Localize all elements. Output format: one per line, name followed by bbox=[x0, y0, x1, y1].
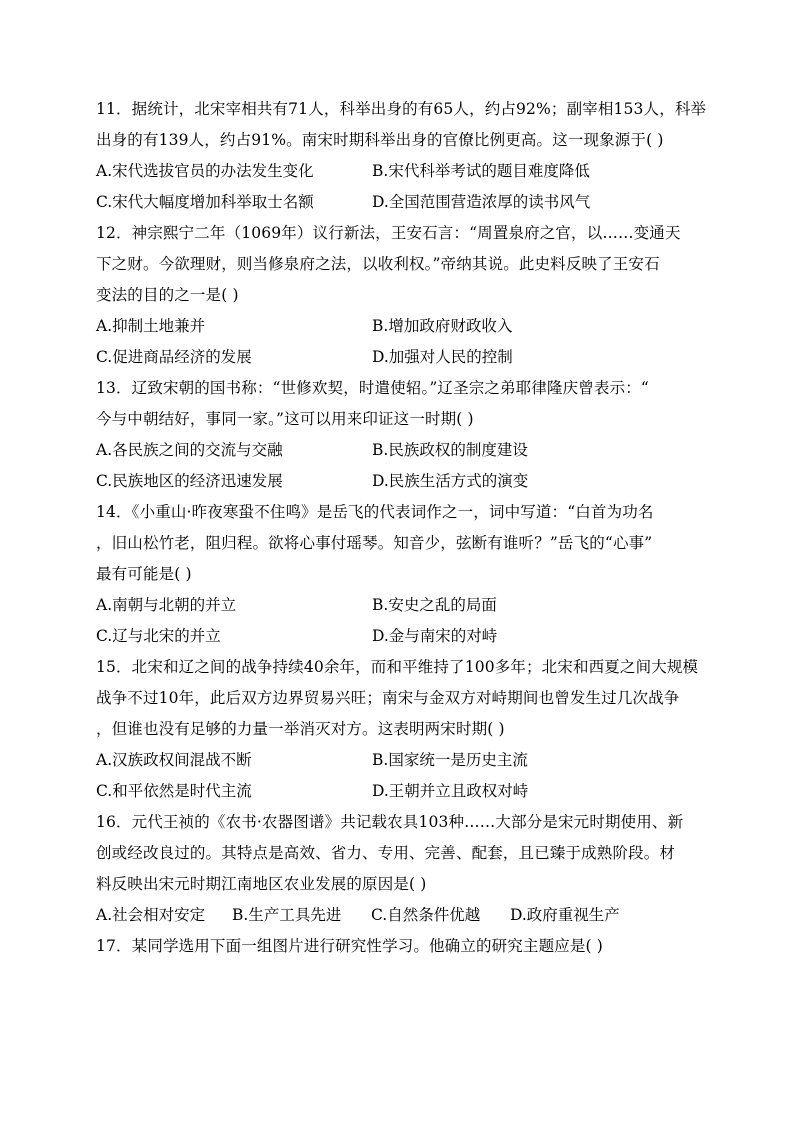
option-b[interactable]: B.国家统一是历史主流 bbox=[372, 751, 528, 769]
question-17 bbox=[96, 931, 700, 962]
option-c[interactable]: C.自然条件优越 bbox=[371, 906, 481, 924]
exam-page bbox=[96, 94, 707, 962]
option-c[interactable]: C.宋代大幅度增加科举取士名额 bbox=[96, 193, 314, 211]
question-stem-line: 今与中朝结好，事同一家。”这可以用来印证这一时期( ) bbox=[96, 410, 474, 428]
option-b[interactable]: B.民族政权的制度建设 bbox=[372, 441, 528, 459]
question-stem-line: 16．元代王祯的《农书·农器图谱》共记载农具103种……大部分是宋元时期使用、新 bbox=[96, 813, 684, 831]
option-b[interactable]: B.安史之乱的局面 bbox=[372, 596, 497, 614]
option-a[interactable]: A.汉族政权间混战不断 bbox=[96, 751, 252, 769]
question-stem-line: 12．神宗熙宁二年（1069年）议行新法，王安石言：“周置泉府之官，以……变通天 bbox=[96, 224, 681, 242]
option-b[interactable]: B.增加政府财政收入 bbox=[372, 317, 513, 335]
question-stem-line: 料反映出宋元时期江南地区农业发展的原因是( ) bbox=[96, 875, 427, 893]
option-c[interactable]: C.民族地区的经济迅速发展 bbox=[96, 472, 283, 490]
options-row bbox=[96, 311, 700, 342]
question-stem-line: 下之财。今欲理财，则当修泉府之法，以收利权。”帝纳其说。此史料反映了王安石 bbox=[96, 255, 660, 273]
question-11 bbox=[96, 94, 707, 218]
option-c[interactable]: C.辽与北宋的并立 bbox=[96, 627, 221, 645]
options-row bbox=[96, 900, 700, 931]
option-d[interactable]: D.王朝并立且政权对峙 bbox=[372, 782, 529, 800]
question-16 bbox=[96, 807, 700, 931]
option-c[interactable]: C.和平依然是时代主流 bbox=[96, 782, 252, 800]
option-a[interactable]: A.南朝与北朝的并立 bbox=[96, 596, 237, 614]
question-stem-line: 变法的目的之一是( ) bbox=[96, 286, 239, 304]
question-stem-line: 14．《小重山·昨夜寒蛩不住鸣》是岳飞的代表词作之一，词中写道：“白首为功名 bbox=[96, 503, 654, 521]
question-stem-line: 战争不过10年，此后双方边界贸易兴旺；南宋与金双方对峙期间也曾发生过几次战争 bbox=[96, 689, 680, 707]
options-row bbox=[96, 590, 700, 621]
option-d[interactable]: D.政府重视生产 bbox=[510, 906, 620, 924]
option-a[interactable]: A.宋代选拔官员的办法发生变化 bbox=[96, 162, 314, 180]
options-row bbox=[96, 342, 700, 373]
options-row bbox=[96, 466, 700, 497]
option-b[interactable]: B.生产工具先进 bbox=[232, 906, 342, 924]
question-stem-line: 15．北宋和辽之间的战争持续40余年，而和平维持了100多年；北宋和西夏之间大规模 bbox=[96, 658, 699, 676]
question-14 bbox=[96, 497, 700, 652]
option-a[interactable]: A.各民族之间的交流与交融 bbox=[96, 441, 283, 459]
question-stem-line: ，旧山松竹老，阻归程。欲将心事付瑶琴。知音少，弦断有谁听？”岳飞的“心事” bbox=[96, 534, 653, 552]
options-row bbox=[96, 187, 700, 218]
options-row bbox=[96, 156, 700, 187]
option-d[interactable]: D.民族生活方式的演变 bbox=[372, 472, 529, 490]
question-stem-line: 11．据统计，北宋宰相共有71人，科举出身的有65人，约占92%；副宰相153人，科举 bbox=[96, 100, 707, 118]
option-d[interactable]: D.全国范围营造浓厚的读书风气 bbox=[372, 193, 591, 211]
question-stem-line: ，但谁也没有足够的力量一举消灭对方。这表明两宋时期( ) bbox=[96, 720, 505, 738]
options-row bbox=[96, 435, 700, 466]
option-c[interactable]: C.促进商品经济的发展 bbox=[96, 348, 252, 366]
question-stem-line: 13．辽致宋朝的国书称：“世修欢契，时遣使轺。”辽圣宗之弟耶律隆庆曾表示：“ bbox=[96, 379, 649, 397]
question-stem-line: 创或经改良过的。其特点是高效、省力、专用、完善、配套，且已臻于成熟阶段。材 bbox=[96, 844, 676, 862]
options-row bbox=[96, 745, 700, 776]
option-a[interactable]: A.抑制土地兼并 bbox=[96, 317, 206, 335]
option-a[interactable]: A.社会相对安定 bbox=[96, 906, 206, 924]
question-15 bbox=[96, 652, 700, 807]
options-row bbox=[96, 621, 700, 652]
question-12 bbox=[96, 218, 700, 373]
question-stem-line: 最有可能是( ) bbox=[96, 565, 192, 583]
question-13 bbox=[96, 373, 700, 497]
option-d[interactable]: D.加强对人民的控制 bbox=[372, 348, 513, 366]
option-d[interactable]: D.金与南宋的对峙 bbox=[372, 627, 498, 645]
option-b[interactable]: B.宋代科举考试的题目难度降低 bbox=[372, 162, 590, 180]
options-row bbox=[96, 776, 700, 807]
question-stem-line: 17．某同学选用下面一组图片进行研究性学习。他确立的研究主题应是( ) bbox=[96, 937, 603, 955]
question-stem-line: 出身的有139人，约占91%。南宋时期科举出身的官僚比例更高。这一现象源于( ) bbox=[96, 131, 664, 149]
